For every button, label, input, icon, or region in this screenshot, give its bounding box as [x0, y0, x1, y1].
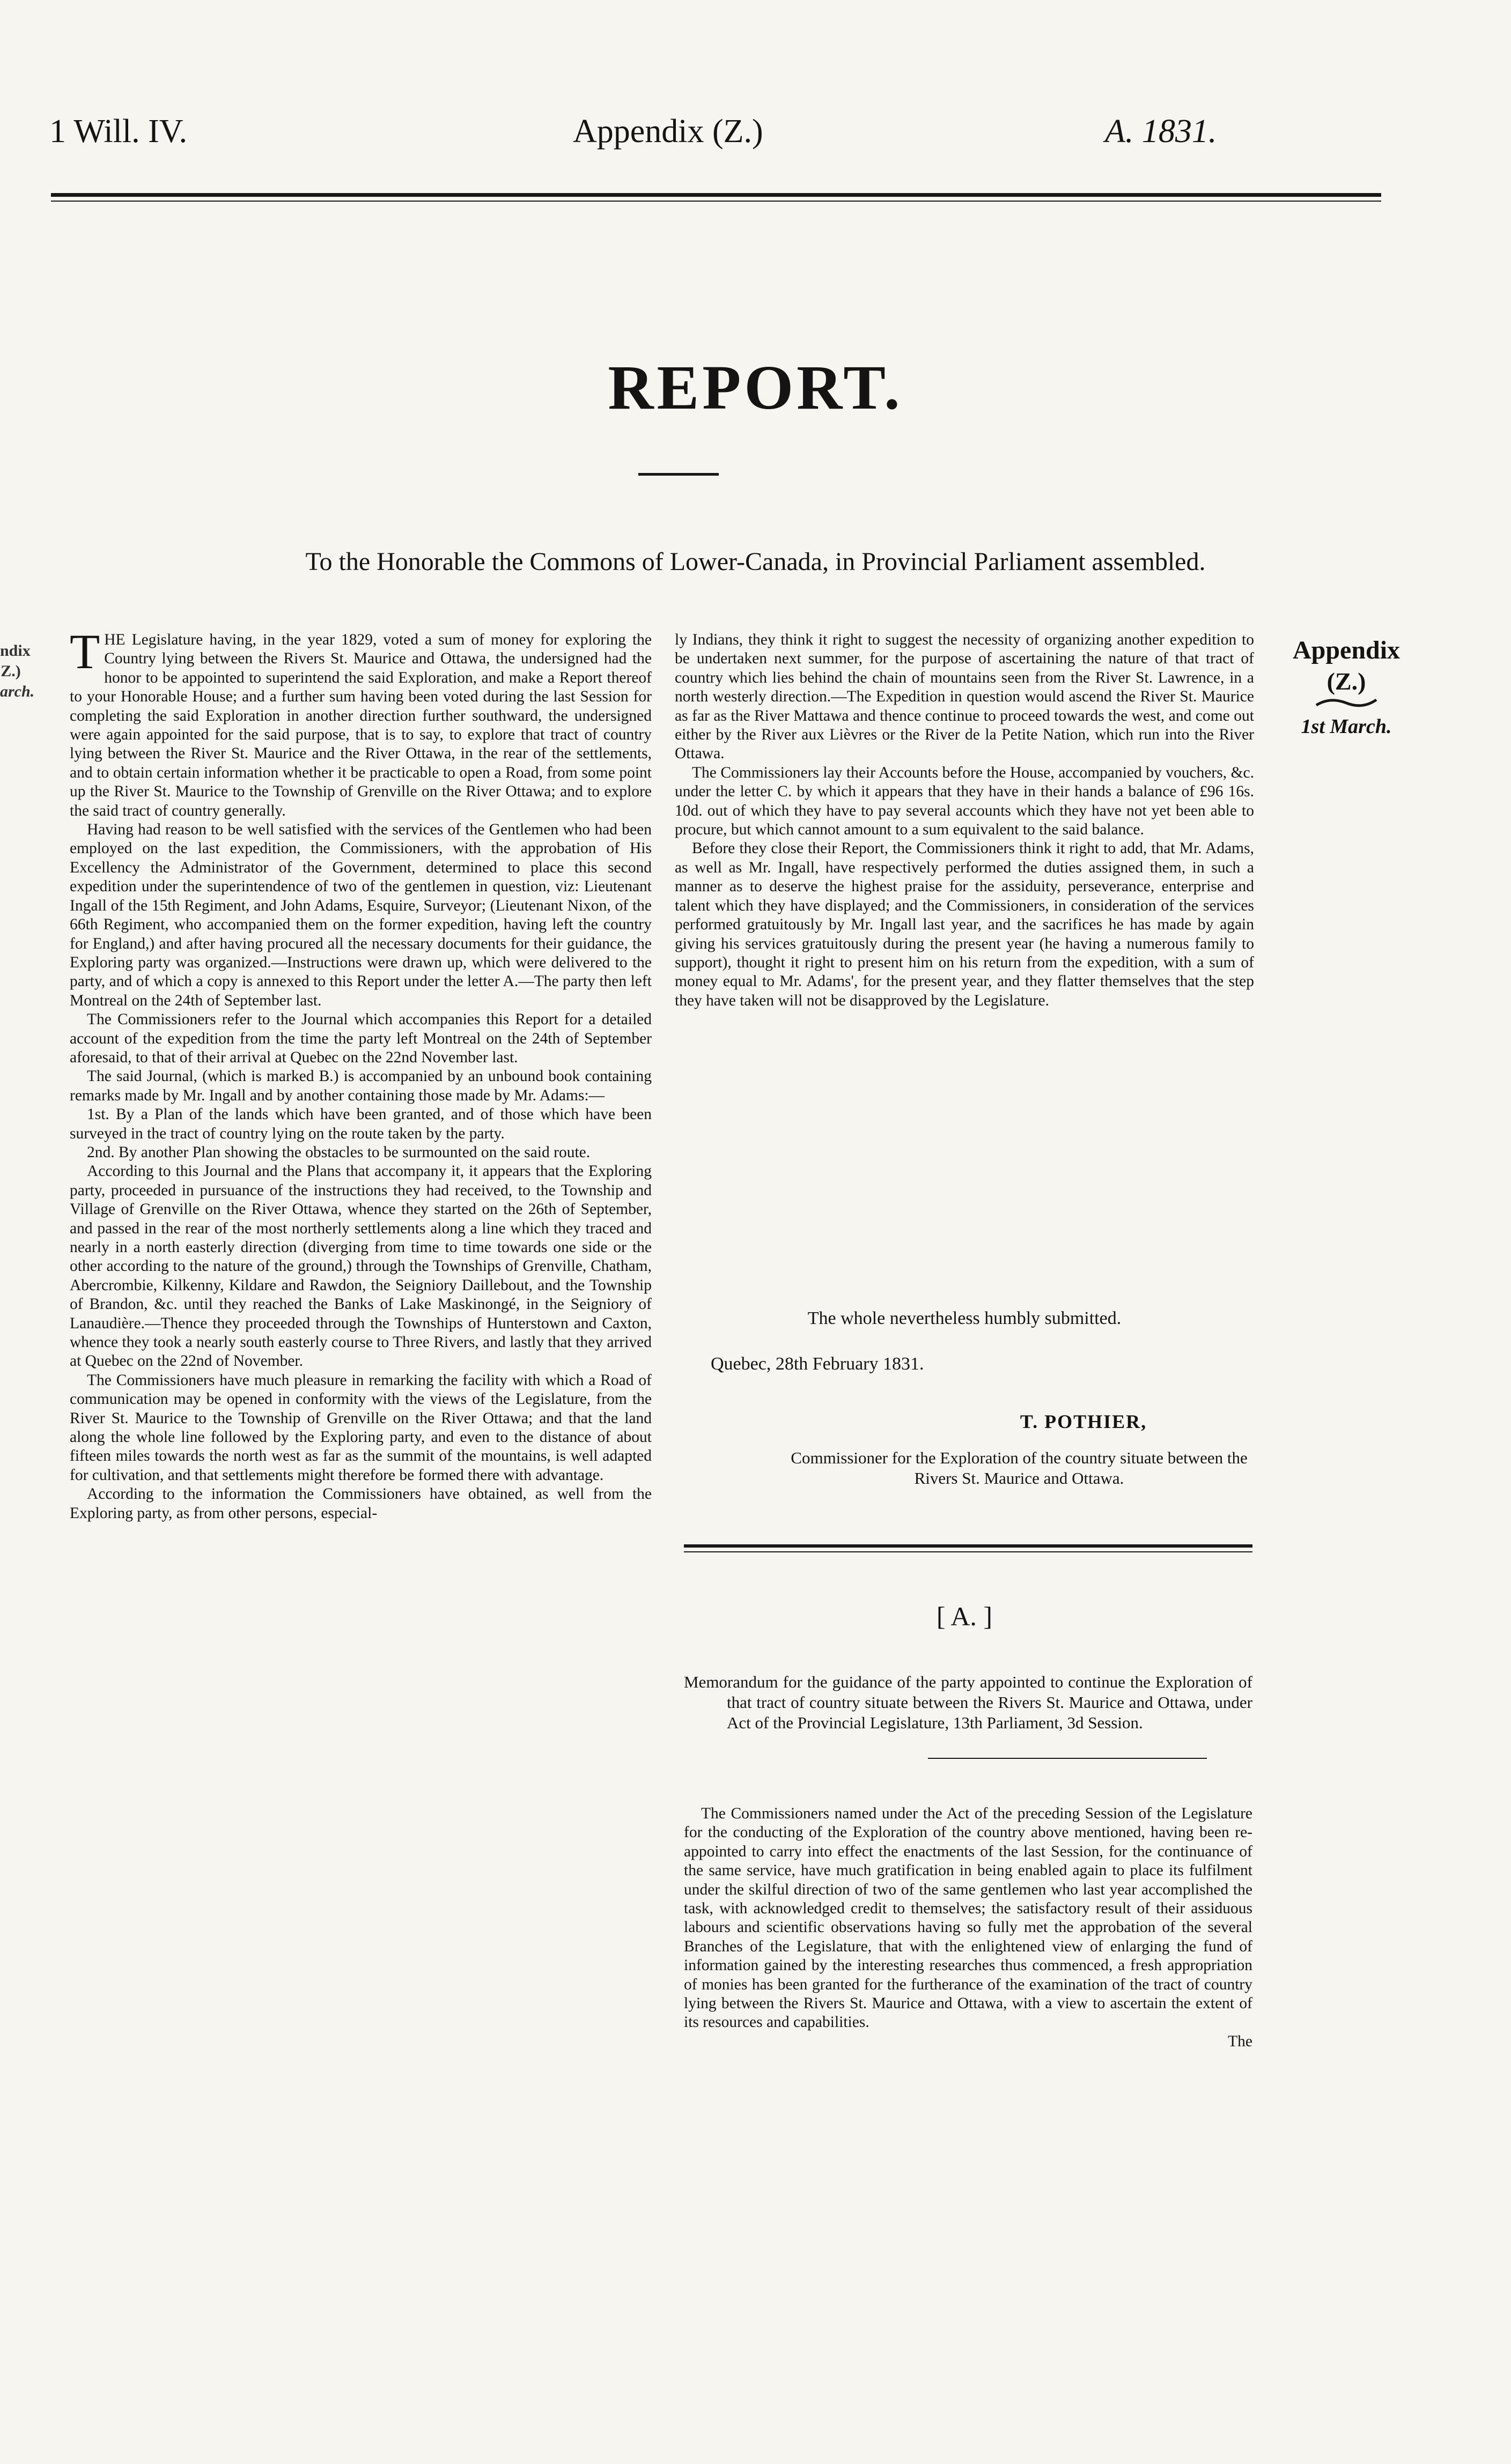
header-appendix-label: Appendix (Z.) [573, 113, 763, 150]
memorandum-text: Memorandum for the guidance of the party appointed to continue the Exploration of that tract of country situate between the Rivers St. Maurice and Ottawa, under Act of the Provincial Legislature, 13th Parliament, 3d Session. [684, 1673, 1252, 1732]
header-rule-thin [51, 201, 1381, 202]
signatory-name: T. POTHIER, [1020, 1411, 1147, 1432]
paragraph-2: Having had reason to be well satisfied with the services of the Gentlemen who had been employed on the last expedition, the Commissioners, with the approbation of His Excellency the Administrator of the Government, determined to place this second expedition under the superintendence of two of the gentlemen in question, viz: Lieutenant Ingall of the 15th Regiment, and John Adams, Esquire, Surveyor; (Lieutenant Nixon, of the 66th Regiment, who accompanied them on the former expedition, having left the country for England,) and after having procured all the necessary documents for their guidance, the Exploring party was organized.—Instructions were drawn up, which were delivered to the party, and of which a copy is annexed to this Report under the letter A.—The party then left Montreal on the 24th of September last. [70, 821, 652, 1009]
margin-date: 1st March. [1301, 715, 1392, 738]
paragraph-11: The Commissioners lay their Accounts before the House, accompanied by vouchers, &c. under the letter C. by which it appears that they have in their hands a balance of £96 16s. 10d. out of which they have to pay several accounts which they have not yet been able to procure, but which cannot amount to a sum equivalent to the said balance. [675, 764, 1254, 839]
paragraph-12: Before they close their Report, the Commissioners think it right to add, that Mr. Adams, as well as Mr. Ingall, have respectively performed the duties assigned them, in such a manner as to deserve the highest praise for the assiduity, perseverance, enterprise and talent which they have displayed; and the Commissioners, in consideration of the services performed gratuitously by Mr. Ingall last year, and the sacrifices he has made by again giving his services gratuitously during the present year (he having a numerous family to support), thought it right to present him on his return from the expedition, with a sum of money equal to Mr. Adams', for the present year, and they flatter themselves that the step they have taken will not be disapproved by the Legislature. [675, 840, 1254, 1009]
closing-line: The whole nevertheless humbly submitted. [807, 1308, 1122, 1328]
title-rule [638, 473, 719, 476]
report-date: Quebec, 28th February 1831. [711, 1354, 924, 1374]
paragraph-7: According to this Journal and the Plans that accompany it, it appears that the Exploring party, proceeded in pursuance of the instructions they had received, to the Township and Village of Grenville on the River Ottawa, whence they started on the 26th of September, and passed in the rear of the most northerly settlements along a line which they traced and nearly in a north easterly direction (diverging from time to time towards one side or the other according to the nature of the ground,) through the Townships of Grenville, Chatham, Abercrombie, Kilkenny, Kildare and Rawdon, the Seigniory Daillebout, and the Township of Brandon, &c. until they reached the Banks of Lake Maskinongé, in the Seigniory of Lanaudière.—Thence they proceeded through the Townships of Hunterstown and Caxton, whence they took a nearly south easterly course to Three Rivers, and lastly that they arrived at Quebec on the 22nd of November. [70, 1163, 652, 1370]
memorandum-body [684, 1804, 1252, 2051]
memo-underline [928, 1758, 1207, 1759]
paragraph-4: The said Journal, (which is marked B.) is accompanied by an unbound book containing remarks made by Mr. Ingall and by another containing those made by Mr. Adams:— [70, 1068, 652, 1104]
paragraph-8: The Commissioners have much pleasure in remarking the facility with which a Road of communication may be opened in conformity with the views of the Legislature, from the River St. Maurice to the Township of Grenville on the River Ottawa; and that the land along the whole line followed by the Exploring party, and even to the distance of about fifteen miles towards the north west as far as the summit of the mountains, is well adapted for cultivation, and that settlements might therefore be formed there with advantage. [70, 1371, 652, 1484]
section-rule-thin [684, 1551, 1252, 1552]
header-session-year: A. 1831. [1105, 113, 1217, 150]
margin-appendix-letter: (Z.) [1326, 668, 1366, 695]
header-regnal-year: 1 Will. IV. [49, 113, 188, 150]
paragraph-5: 1st. By a Plan of the lands which have been granted, and of those which have been surveyed in the tract of country lying on the route taken by the party. [70, 1106, 652, 1142]
right-margin-note [1277, 635, 1416, 738]
left-margin-line3: arch. [0, 683, 35, 700]
report-title: REPORT. [608, 352, 903, 423]
section-rule-thick [684, 1544, 1252, 1548]
left-margin-note [0, 641, 35, 702]
brace-ornament-icon [1314, 695, 1379, 709]
paragraph-1-text: HE Legislature having, in the year 1829, voted a sum of money for exploring the Country lying between the Rivers St. Maurice and Ottawa, the undersigned had the honor to be appointed to superintend the said Exploration, and make a Report thereof to your Honorable House; and a further sum having been voted during the last Session for completing the said Exploration in another direction further southward, the undersigned were again appointed for the said purpose, that is to say, to explore that tract of country lying between the River St. Maurice and the River Ottawa, in the rear of the settlements, and to obtain certain information whether it be practicable to open a Road, from some point up the River St. Maurice to the Township of Grenville on the River Ottawa; and to explore the said tract of country generally. [70, 631, 652, 819]
right-column [675, 631, 1254, 1010]
paragraph-10: ly Indians, they think it right to suggest the necessity of organizing another expedition to be undertaken next summer, for the purpose of ascertaining the nature of that tract of country which lies behind the chain of mountains seen from the River St. Lawrence, in a north westerly direction.—The Expedition in question would ascend the River St. Maurice as far as the River Mattawa and thence continue to proceed towards the west, and come out either by the River aux Lièvres or the River de la Petite Nation, which run into the River Ottawa. [675, 631, 1254, 763]
report-address: To the Honorable the Commons of Lower-Canada, in Provincial Parliament assembled. [305, 547, 1206, 576]
margin-appendix-label: Appendix [1292, 636, 1401, 664]
paragraph-3: The Commissioners refer to the Journal which accompanies this Report for a detailed account of the expedition from the time the party left Montreal on the 24th of September aforesaid, to that of their arrival at Quebec on the 22nd November last. [70, 1011, 652, 1066]
left-margin-line1: ndix [0, 642, 31, 660]
paragraph-6: 2nd. By another Plan showing the obstacles to be surmounted on the said route. [87, 1143, 591, 1161]
catchword: The [1228, 2032, 1252, 2050]
appendix-a-heading: [ A. ] [936, 1601, 993, 1631]
paragraph-1 [70, 624, 652, 820]
left-margin-line2: Z.) [1, 662, 21, 680]
drop-cap: T [70, 624, 100, 679]
header-rule-thick [51, 193, 1381, 197]
memorandum-body-text: The Commissioners named under the Act of the preceding Session of the Legislature for the conducting of the Exploration of the country above mentioned, having been re-appointed to carry into effect the enactments of the last Session, for the continuance of the same service, have much gratification in being enabled again to place its fulfilment under the skilful direction of two of the same gentlemen who last year accomplished the task, with acknowledged credit to themselves; the satisfactory result of their assiduous labours and scientific observations having so fully met the approbation of the several Branches of the Legislature, that with the enlightened view of enlarging the fund of information gained by the interesting researches thus commenced, a fresh appropriation of monies has been granted for the furtherance of the examination of the tract of country lying between the Rivers St. Maurice and Ottawa, with a view to ascertain the extent of its resources and capabilities. [684, 1805, 1252, 2031]
memorandum-heading [684, 1672, 1252, 1733]
paragraph-9: According to the information the Commissioners have obtained, as well from the Exploring party, as from other persons, especial- [70, 1485, 652, 1522]
left-column [70, 624, 652, 1523]
signatory-title: Commissioner for the Exploration of the country situate between the Rivers St. Maurice and Ottawa. [791, 1448, 1248, 1488]
